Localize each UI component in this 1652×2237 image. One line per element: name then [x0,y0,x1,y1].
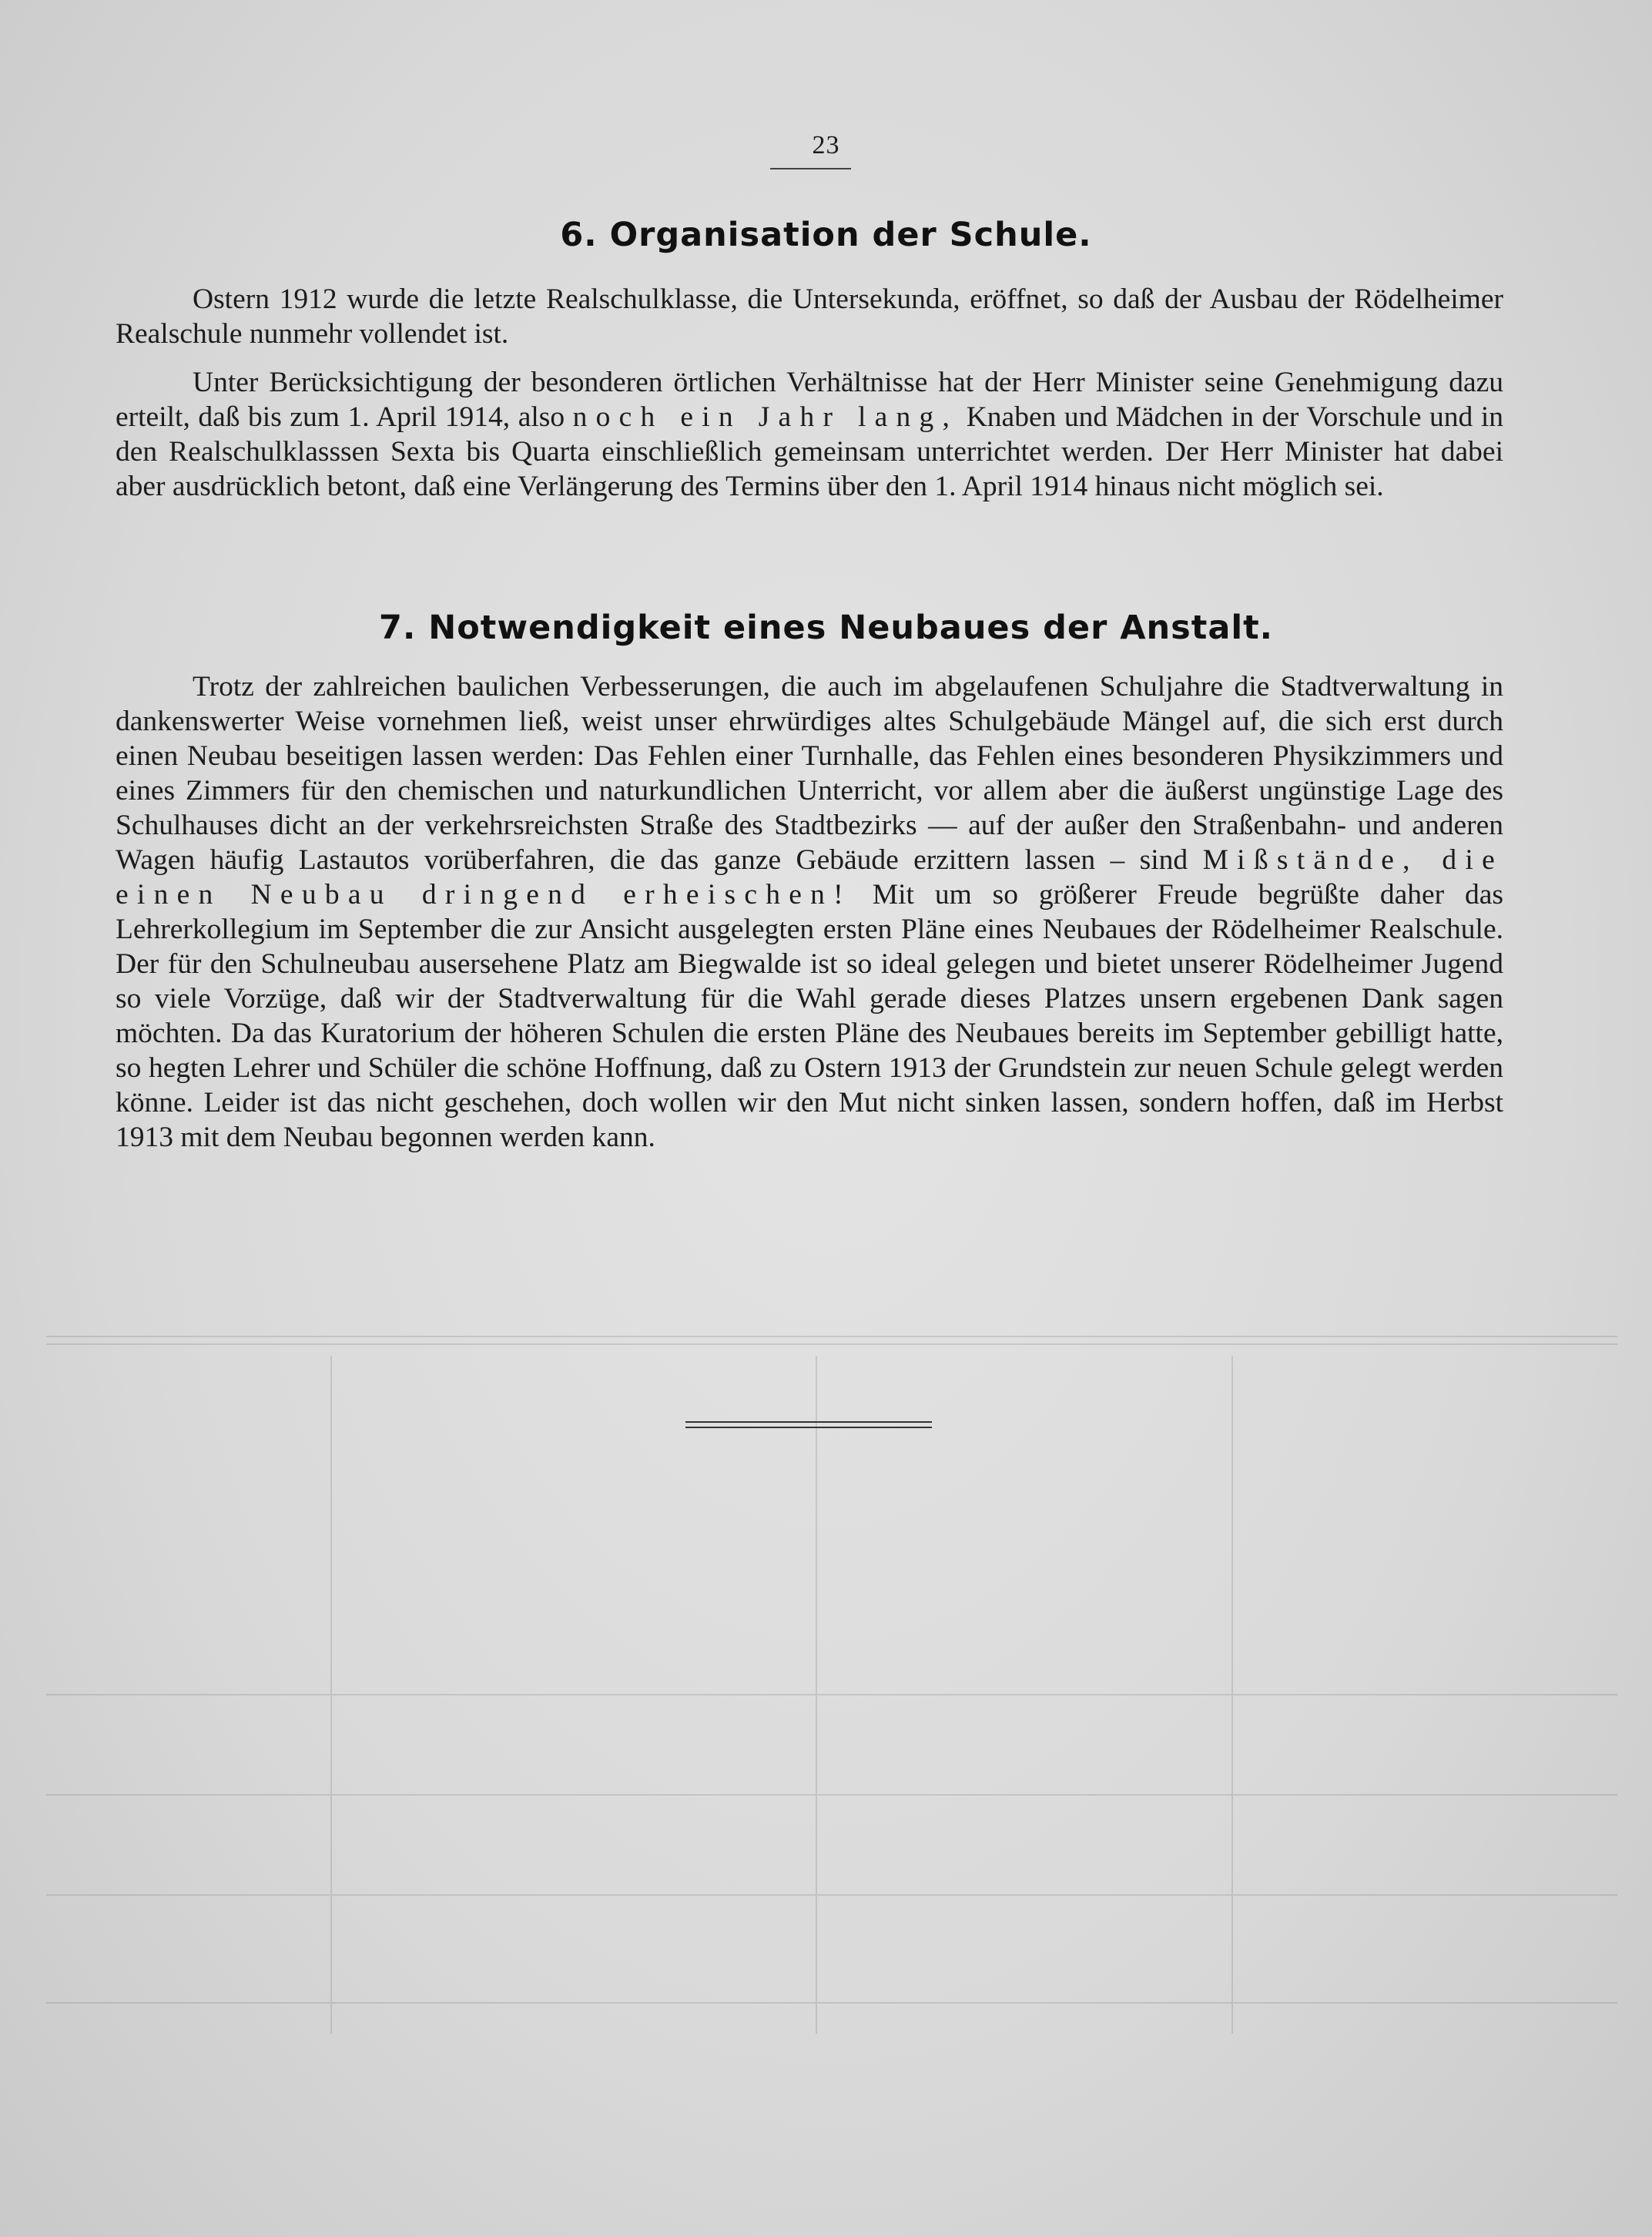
page-number-underline [770,168,851,169]
paragraph-text: Ostern 1912 wurde die letzte Realschulklasse, die Untersekunda, eröffnet, so daß der Ausbau der Rödelheimer Realschule nunmehr vollendet ist. [116,283,1503,350]
section-7-heading: 7. Notwendigkeit eines Neubaues der Anstalt. [379,609,1273,647]
section-6-paragraph-2 [116,365,1503,504]
emphasized-text: Mißstände, die einen Neubau dringend erheischen! [116,844,1503,911]
paragraph-text [116,365,1503,504]
paragraph-text-start: Trotz der zahlreichen baulichen Verbesserungen, die auch im abgelaufenen Schuljahre die Stadtverwaltung in dankenswerter Weise vornehmen ließ, weist unser ehrwürdiges altes Schulgebäude Mängel auf, die sich erst durch einen Neubau beseitigen lassen werden: Das Fehlen einer Turnhalle, das Fehlen eines besonderen Physikzimmers und eines Zimmers für den chemischen und naturkundlichen Unterricht, vor allem aber die äußerst ungünstige Lage des Schulhauses dicht an der verkehrsreichsten Straße des Stadtbezirks — auf der außer den Straßenbahn- und anderen Wagen häufig Lastautos vorüberfahren, die das ganze Gebäude erzittern lassen – sind [116,671,1503,876]
closing-rule-top [685,1421,932,1423]
paragraph-text-start: Unter Berücksichtigung der besonderen örtlichen Verhältnisse hat der Herr Minister seine Genehmigung dazu erteilt, daß bis zum 1. April 1914, also [116,367,1503,433]
closing-rule-bottom [685,1427,932,1428]
paragraph-text-end: Mit um so größerer Freude begrüßte daher das Lehrerkollegium im September die zur Ansicht ausgelegten ersten Pläne eines Neubaues der Rödelheimer Realschule. Der für den Schulneubau ausersehene Platz am Biegwalde ist so ideal gelegen und bietet unserer Rödelheimer Jugend so viele Vorzüge, daß wir der Stadtverwaltung für die Wahl gerade dieses Platzes unsern ergebenen Dank sagen möchten. Da das Kuratorium der höheren Schulen die ersten Pläne des Neubaues bereits im September gebilligt hatte, so hegten Lehrer und Schüler die schöne Hoffnung, daß zu Ostern 1913 der Grundstein zur neuen Schule gelegt werden könne. Leider ist das nicht geschehen, doch wollen wir den Mut nicht sinken lassen, sondern hoffen, daß im Herbst 1913 mit dem Neubau begonnen werden kann. [116,879,1503,1153]
section-6-paragraph-1 [116,282,1503,351]
paragraph-text [116,669,1503,1155]
section-6-heading: 6. Organisation der Schule. [560,216,1092,254]
paragraph-text-end: Knaben und Mädchen in der Vorschule und in den Realschulklasssen Sexta bis Quarta einschließlich gemeinsam unterrichtet werden. Der Herr Minister hat dabei aber ausdrücklich betont, daß eine Verlängerung des Termins über den 1. April 1914 hinaus nicht möglich sei. [116,401,1504,502]
emphasized-text: noch ein Jahr lang, [572,401,959,433]
page-number: 23 [812,131,840,159]
section-7-paragraph-1 [116,669,1503,1155]
